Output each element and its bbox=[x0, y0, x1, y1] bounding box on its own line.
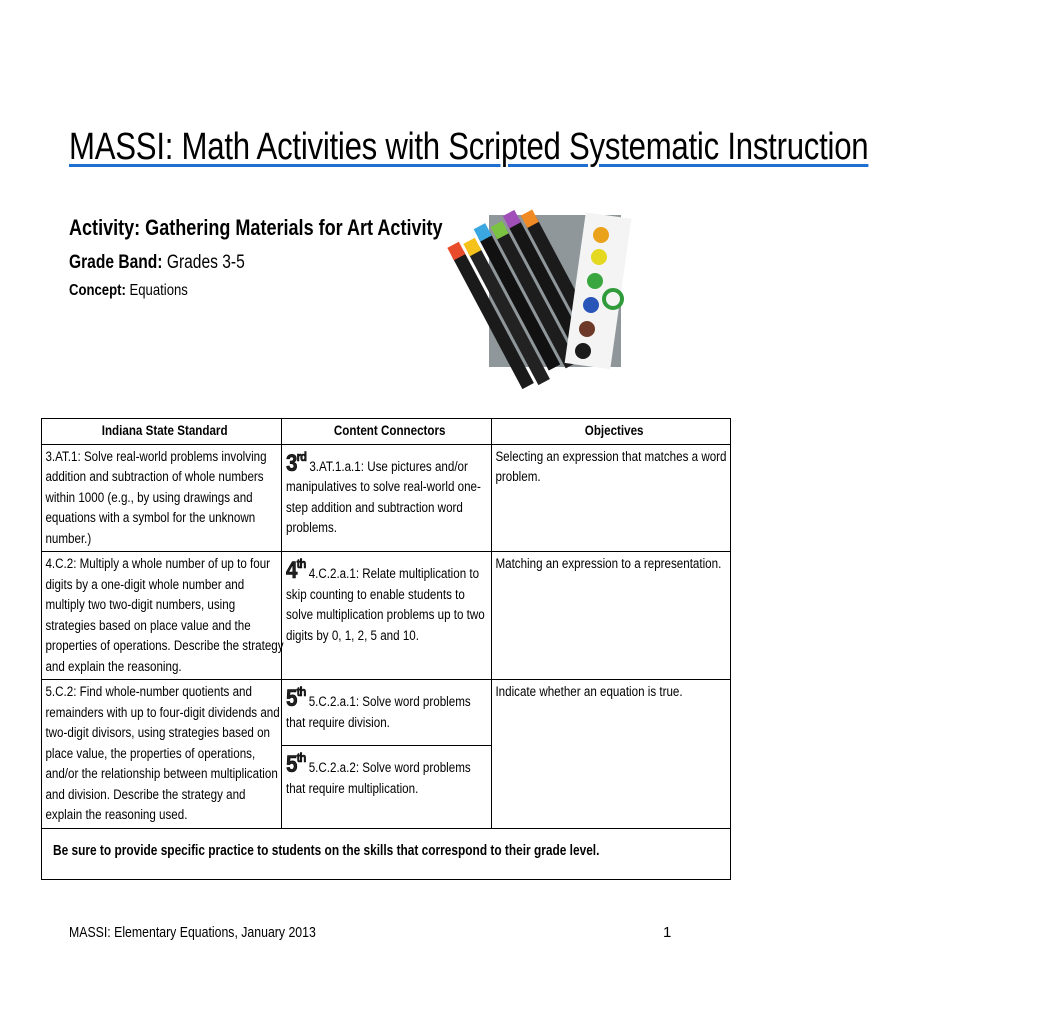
header-standard: Indiana State Standard bbox=[42, 419, 282, 445]
objective-cell-3: Indicate whether an equation is true. bbox=[492, 680, 731, 829]
grade-5-badge-a: 5th bbox=[286, 684, 306, 712]
header-objectives: Objectives bbox=[492, 419, 731, 445]
connector-text: 5.C.2.a.2: Solve word problems that require multiplication. bbox=[286, 760, 471, 796]
grade-3-badge: 3rd bbox=[286, 448, 307, 477]
grade-band bbox=[69, 252, 283, 274]
page-number: 1 bbox=[663, 924, 672, 941]
markers-paints-image bbox=[489, 215, 621, 367]
grade-5-badge-b: 5th bbox=[286, 750, 306, 778]
connector-text: 3.AT.1.a.1: Use pictures and/or manipulatives to solve real-world one-step addition and subtraction word problems. bbox=[286, 458, 481, 535]
connector-text: 5.C.2.a.1: Solve word problems that require division. bbox=[286, 694, 471, 730]
connector-cell-2 bbox=[282, 552, 492, 680]
grade-4-badge: 4th bbox=[286, 556, 306, 584]
concept-label: Concept: bbox=[69, 282, 126, 299]
connector-cell-1 bbox=[282, 444, 492, 552]
standards-table bbox=[41, 418, 731, 880]
footer-text: MASSI: Elementary Equations, January 2013 bbox=[69, 924, 316, 941]
connector-text: 4.C.2.a.1: Relate multiplication to skip counting to enable students to solve multiplication problems up to two digits by 0, 1, 2, 5 and 10. bbox=[286, 566, 485, 643]
standard-cell-2: 4.C.2: Multiply a whole number of up to four digits by a one-digit whole number and multiply two two-digit numbers, using strategies based on place value and the properties of operations. Describe the strategy and explain the reasoning. bbox=[42, 552, 282, 680]
title-text: MASSI: Math Activities with Scripted Systematic Instruction bbox=[69, 126, 869, 168]
objective-cell-2: Matching an expression to a representation. bbox=[492, 552, 731, 680]
header-connectors: Content Connectors bbox=[282, 419, 492, 445]
concept-value: Equations bbox=[129, 282, 188, 299]
objective-cell-1: Selecting an expression that matches a word problem. bbox=[492, 444, 731, 552]
grade-band-value: Grades 3-5 bbox=[166, 252, 245, 273]
concept bbox=[69, 282, 214, 300]
practice-note: Be sure to provide specific practice to students on the skills that correspond to their grade level. bbox=[42, 828, 731, 880]
standard-cell-3: 5.C.2: Find whole-number quotients and remainders with up to four-digit dividends and two-digit divisors, using strategies based on place value, the properties of operations, and/or the relationship between multiplication and division. Describe the strategy and explain the reasoning used. bbox=[42, 680, 282, 829]
standard-cell-1: 3.AT.1: Solve real-world problems involving addition and subtraction of whole numbers within 1000 (e.g., by using drawings and equations with a symbol for the unknown number.) bbox=[42, 444, 282, 552]
activity-heading: Activity: Gathering Materials for Art Activity bbox=[69, 215, 443, 240]
document-title bbox=[69, 126, 869, 169]
art-supplies-photo bbox=[489, 215, 621, 367]
grade-band-label: Grade Band: bbox=[69, 252, 163, 273]
connector-cell-3 bbox=[282, 680, 492, 829]
